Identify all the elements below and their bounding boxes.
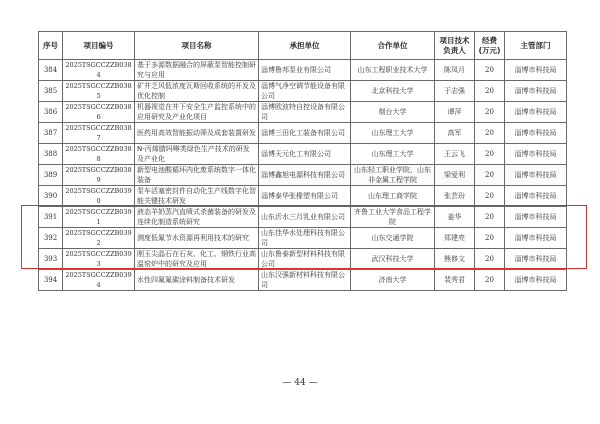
table-row (39, 165, 567, 186)
cell-project-name: 水性四氟氟碳涂料制备技术研发 (135, 270, 259, 291)
cell-code: 2025TSGCCZZB0385 (63, 81, 135, 102)
cell-code: 2025TSGCCZZB0389 (63, 165, 135, 186)
cell-tech-leader: 陈凤月 (435, 60, 475, 81)
cell-funding: 20 (475, 270, 505, 291)
table-row (39, 102, 567, 123)
cell-lead-unit: 淄博三田化工装备有限公司 (259, 123, 351, 144)
cell-tech-leader: 郑建亮 (435, 228, 475, 249)
header-dept: 主管部门 (505, 32, 567, 60)
header-tech-leader: 项目技术负责人 (435, 32, 475, 60)
cell-funding: 20 (475, 123, 505, 144)
cell-project-name: 测度低氟节水资源再利用技术的研究 (135, 228, 259, 249)
cell-dept: 淄博市科技局 (505, 123, 567, 144)
cell-lead-unit: 淄博鲁邦泵业有限公司 (259, 60, 351, 81)
cell-tech-leader: 于志强 (435, 81, 475, 102)
cell-partner-unit: 齐鲁工业大学食品工程学院 (351, 207, 435, 228)
cell-partner-unit: 山东理工大学 (351, 144, 435, 165)
cell-dept: 淄博市科技局 (505, 102, 567, 123)
header-funding: 经费(万元) (475, 32, 505, 60)
table-row (39, 186, 567, 207)
table-body (39, 60, 567, 291)
cell-code: 2025TSGCCZZB0387 (63, 123, 135, 144)
cell-seq: 385 (39, 81, 63, 102)
cell-lead-unit: 淄博天元化工有限公司 (259, 144, 351, 165)
cell-tech-leader: 高军 (435, 123, 475, 144)
cell-funding: 20 (475, 207, 505, 228)
cell-seq: 389 (39, 165, 63, 186)
cell-funding: 20 (475, 81, 505, 102)
cell-code: 2025TSGCCZZB0394 (63, 270, 135, 291)
cell-lead-unit: 山东沂水三月乳业有限公司 (259, 207, 351, 228)
cell-project-name: 刚玉尖晶石在石灰、化工、钢铁行业高温窑炉中的研究及应用 (135, 249, 259, 270)
cell-seq: 394 (39, 270, 63, 291)
cell-dept: 淄博市科技局 (505, 165, 567, 186)
cell-partner-unit: 山东工程职业技术大学 (351, 60, 435, 81)
cell-seq: 392 (39, 228, 63, 249)
cell-seq: 387 (39, 123, 63, 144)
table-row (39, 60, 567, 81)
cell-code: 2025TSGCCZZB0391 (63, 207, 135, 228)
cell-project-name: 新型电池酸循环内化废系统数字一体化装备 (135, 165, 259, 186)
cell-dept: 淄博市科技局 (505, 186, 567, 207)
table-row (39, 81, 567, 102)
table-row (39, 228, 567, 249)
cell-funding: 20 (475, 144, 505, 165)
cell-lead-unit: 山东鲁泰新型材料科技有限公司 (259, 249, 351, 270)
cell-project-name: 液态羊奶蒸汽直喷式杀菌装备的研发及连续化制造系统研究 (135, 207, 259, 228)
cell-code: 2025TSGCCZZB0386 (63, 102, 135, 123)
cell-project-name: N-丙烯腈吗啉类绿色生产技术的研发及产业化 (135, 144, 259, 165)
cell-funding: 20 (475, 165, 505, 186)
cell-seq: 386 (39, 102, 63, 123)
cell-lead-unit: 山东汉强新材料科技有限公司 (259, 270, 351, 291)
table-row (39, 270, 567, 291)
page-number: — 44 — (282, 378, 318, 388)
cell-dept: 淄博市科技局 (505, 228, 567, 249)
cell-project-name: 矿井乏风低浓度瓦斯回收系统的开发及优化控制 (135, 81, 259, 102)
cell-funding: 20 (475, 102, 505, 123)
cell-project-name: 机器视觉在井下安全生产监控系统中的应用研究及产业化项目 (135, 102, 259, 123)
cell-tech-leader: 熊修文 (435, 249, 475, 270)
cell-funding: 20 (475, 228, 505, 249)
cell-project-name: 医药用高效智能振动筛及成套装置研发 (135, 123, 259, 144)
cell-code: 2025TSGCCZZB0392 (63, 228, 135, 249)
header-partner-unit: 合作单位 (351, 32, 435, 60)
table-row (39, 249, 567, 270)
table-row (39, 207, 567, 228)
cell-seq: 390 (39, 186, 63, 207)
table-row (39, 144, 567, 165)
cell-code: 2025TSGCCZZB0390 (63, 186, 135, 207)
cell-code: 2025TSGCCZZB0384 (63, 60, 135, 81)
cell-funding: 20 (475, 249, 505, 270)
cell-partner-unit: 济南大学 (351, 270, 435, 291)
cell-seq: 391 (39, 207, 63, 228)
cell-partner-unit: 山东轻工职业学院、山东非金属工程学院 (351, 165, 435, 186)
cell-project-name: 基于多源数据融合的屏蔽泵智能控制研究与应用 (135, 60, 259, 81)
cell-seq: 388 (39, 144, 63, 165)
cell-seq: 393 (39, 249, 63, 270)
cell-partner-unit: 山东理工大学 (351, 123, 435, 144)
cell-funding: 20 (475, 186, 505, 207)
header-code: 项目编号 (63, 32, 135, 60)
header-seq: 序号 (39, 32, 63, 60)
cell-code: 2025TSGCCZZB0393 (63, 249, 135, 270)
cell-tech-leader: 王云飞 (435, 144, 475, 165)
cell-lead-unit: 淄博欧波特自控设备有限公司 (259, 102, 351, 123)
cell-tech-leader: 梁爱利 (435, 165, 475, 186)
cell-partner-unit: 武汉科技大学 (351, 249, 435, 270)
cell-lead-unit: 淄博气净空调节能设备有限公司 (259, 81, 351, 102)
cell-lead-unit: 淄博泰华张橡塑有限公司 (259, 186, 351, 207)
cell-dept: 淄博市科技局 (505, 270, 567, 291)
header-lead-unit: 承担单位 (259, 32, 351, 60)
table-row (39, 123, 567, 144)
project-table (38, 31, 567, 291)
cell-code: 2025TSGCCZZB0388 (63, 144, 135, 165)
cell-partner-unit: 山东理工商学院 (351, 186, 435, 207)
cell-partner-unit: 北京科技大学 (351, 81, 435, 102)
header-name: 项目名称 (135, 32, 259, 60)
cell-dept: 淄博市科技局 (505, 60, 567, 81)
cell-dept: 淄博市科技局 (505, 207, 567, 228)
cell-tech-leader: 张芸玢 (435, 186, 475, 207)
cell-dept: 淄博市科技局 (505, 144, 567, 165)
cell-lead-unit: 淄博鑫旭电源科技有限公司 (259, 165, 351, 186)
cell-tech-leader: 谭萍 (435, 102, 475, 123)
cell-project-name: 泵车活塞密封件自动化生产线数字化智能关键技术研发 (135, 186, 259, 207)
cell-funding: 20 (475, 60, 505, 81)
cell-lead-unit: 山东佳华水处理科技有限公司 (259, 228, 351, 249)
cell-dept: 淄博市科技局 (505, 249, 567, 270)
cell-seq: 384 (39, 60, 63, 81)
cell-tech-leader: 姜华 (435, 207, 475, 228)
cell-tech-leader: 裴秀君 (435, 270, 475, 291)
cell-dept: 淄博市科技局 (505, 81, 567, 102)
cell-partner-unit: 山东交通学院 (351, 228, 435, 249)
cell-partner-unit: 烟台大学 (351, 102, 435, 123)
table-header-row (39, 32, 567, 60)
